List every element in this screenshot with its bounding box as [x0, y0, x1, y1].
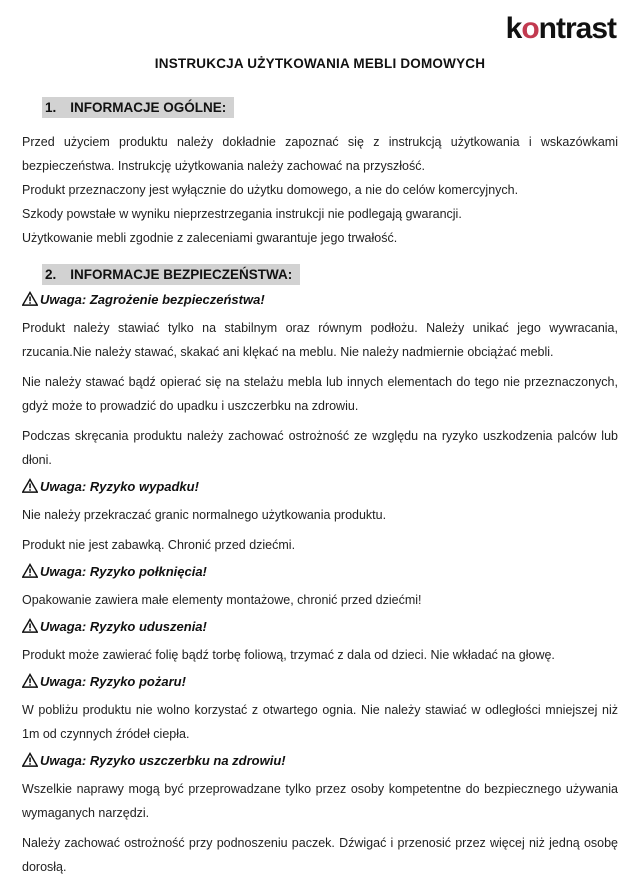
warning-heading	[22, 674, 618, 689]
section-2-label: INFORMACJE BEZPIECZEŃSTWA:	[70, 267, 293, 282]
logo-red-o: o	[521, 12, 539, 45]
warning-block	[22, 753, 618, 879]
section-1-heading	[42, 97, 234, 118]
warning-block	[22, 479, 618, 557]
section-1-paragraphs	[22, 130, 618, 250]
warning-heading	[22, 619, 618, 634]
paragraph: Opakowanie zawiera małe elementy montażowe, chronić przed dziećmi!	[22, 593, 422, 607]
logo-part-1: k	[505, 12, 522, 45]
warning-title-text: Uwaga: Ryzyko pożaru!	[40, 674, 186, 689]
warning-block	[22, 619, 618, 667]
page-title: INSTRUKCJA UŻYTKOWANIA MEBLI DOMOWYCH	[154, 56, 486, 71]
paragraph: Produkt nie jest zabawką. Chronić przed dziećmi.	[22, 538, 296, 552]
warning-heading	[22, 564, 618, 579]
kontrast-logo	[506, 12, 616, 46]
paragraph: Użytkowanie mebli zgodnie z zaleceniami gwarantuje jego trwałość.	[22, 231, 398, 245]
section-2-number: 2.	[45, 267, 57, 282]
paragraph: Przed użyciem produktu należy dokładnie zapoznać się z instrukcją użytkowania i wskazówkami bezpieczeństwa. Instrukcję użytkowania należy zachować na przyszłość.	[22, 135, 618, 173]
section-1-number: 1.	[45, 100, 57, 115]
warning-heading	[22, 292, 618, 307]
warning-triangle-icon	[22, 752, 38, 767]
paragraph: W pobliżu produktu nie wolno korzystać z otwartego ognia. Nie należy stawiać w odległości mniejszej niż 1m od czynnych źródeł ciepła.	[22, 703, 618, 741]
paragraph: Produkt przeznaczony jest wyłącznie do użytku domowego, a nie do celów komercyjnych.	[22, 183, 519, 197]
warning-title-text: Uwaga: Ryzyko uduszenia!	[40, 619, 207, 634]
section-2	[22, 264, 618, 285]
warning-block	[22, 292, 618, 472]
warning-triangle-icon	[22, 291, 38, 306]
warning-triangle-icon	[22, 478, 38, 493]
document-body	[22, 97, 618, 879]
paragraph: Produkt należy stawiać tylko na stabilnym oraz równym podłożu. Należy unikać jego wywracania, rzucania.Nie należy stawać, skakać ani klękać na meblu. Nie należy nadmiernie obciążać mebli.	[22, 321, 618, 359]
section-1	[22, 97, 618, 118]
warning-title-text: Uwaga: Ryzyko połknięcia!	[40, 564, 207, 579]
warning-heading	[22, 479, 618, 494]
paragraph: Nie należy przekraczać granic normalnego użytkowania produktu.	[22, 508, 387, 522]
warning-title-text: Uwaga: Zagrożenie bezpieczeństwa!	[40, 292, 265, 307]
paragraph: Produkt może zawierać folię bądź torbę foliową, trzymać z dala od dzieci. Nie wkładać na głowę.	[22, 648, 555, 662]
warning-triangle-icon	[22, 618, 38, 633]
paragraph: Wszelkie naprawy mogą być przeprowadzane tylko przez osoby kompetentne do bezpiecznego używania wymaganych narzędzi.	[22, 782, 618, 820]
warning-title-text: Uwaga: Ryzyko uszczerbku na zdrowiu!	[40, 753, 286, 768]
warning-triangle-icon	[22, 673, 38, 688]
warning-block	[22, 674, 618, 746]
section-1-label: INFORMACJE OGÓLNE:	[70, 100, 227, 115]
warning-title-text: Uwaga: Ryzyko wypadku!	[40, 479, 199, 494]
logo-row	[22, 12, 618, 48]
paragraph: Należy zachować ostrożność przy podnoszeniu paczek. Dźwigać i przenosić przez więcej niż jedną osobę dorosłą.	[22, 836, 618, 874]
warning-heading	[22, 753, 618, 768]
warning-triangle-icon	[22, 563, 38, 578]
logo-part-3: ntrast	[538, 12, 616, 45]
warning-block	[22, 564, 618, 612]
paragraph: Szkody powstałe w wyniku nieprzestrzegania instrukcji nie podlegają gwarancji.	[22, 207, 462, 221]
section-2-heading	[42, 264, 300, 285]
paragraph: Nie należy stawać bądź opierać się na stelażu mebla lub innych elementach do tego nie przeznaczonych, gdyż może to prowadzić do upadku i uszczerbku na zdrowiu.	[22, 375, 618, 413]
paragraph: Podczas skręcania produktu należy zachować ostrożność ze względu na ryzyko uszkodzenia palców lub dłoni.	[22, 429, 618, 467]
